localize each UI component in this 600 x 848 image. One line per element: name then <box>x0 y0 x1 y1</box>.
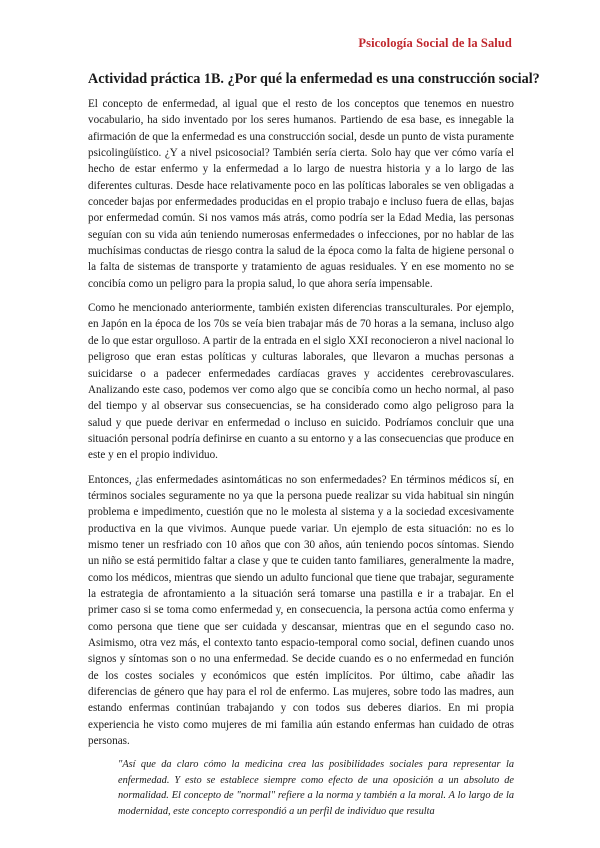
block-quote: "Así que da claro cómo la medicina crea las posibilidades sociales para representar la enfermedad. Y esto se establece siempre como efecto de una oposición a un absoluto de normalidad. El concepto de "normal" refiere a la norma y también a la moral. A lo largo de la modernidad, este concepto correspondió a un perfil de individuo que resulta <box>118 759 514 817</box>
paragraph-3: Entonces, ¿las enfermedades asintomáticas no son enfermedades? En términos médicos sí, en términos sociales seguramente no ya que la persona puede realizar su vida habitual sin ningún problema e impedimento, cuestión que no le molesta al sistema y a la sociedad excesivamente productiva en la que vivimos. Aunque puede variar. Un ejemplo de esta situación: no es lo mismo tener un resfriado con 10 años que con 30 años, aún teniendo pocos síntomas. Siendo un niño se está permitido faltar a clase y que te cuiden tanto familiares, generalmente la madre, como los médicos, mientras que siendo un adulto funcional que tiene que trabajar, seguramente la estrategia de afrontamiento a la situación será tomarse una pastilla e ir a trabajar. En el primer caso si se toma como enfermedad y, en consecuencia, la persona actúa como enferma y como persona que tiene que ser cuidada y descansar, mientras que en el segundo caso no. Asimismo, otra vez más, el contexto tanto espacio-temporal como social, definen cuando unos signos y síntomas son o no una enfermedad. Se decide cuando es o no enfermedad en función de los costes sociales y económicos que estén implícitos. Por último, cabe añadir las diferencias de género que hay para el rol de enfermo. Las mujeres, sobre todo las madres, aun estando enfermas continúan trabajando y con todos sus deberes diarios. En mi propia experiencia he visto como mujeres de mi familia aún estando enfermas han cuidado de otras personas. <box>88 473 514 748</box>
activity-label: Actividad práctica 1B. <box>88 71 224 87</box>
running-header: Psicología Social de la Salud <box>358 36 512 50</box>
paragraph-2: Como he mencionado anteriormente, también existen diferencias transculturales. Por ejemplo, en Japón en la época de los 70s se veía bien trabajar más de 70 horas a la semana, incluso algo de lo que estar orgulloso. A partir de la entrada en el siglo XXI reconocieron a nivel nacional lo peligroso que eran estas políticas y culturas laborales, que llevaron a muchas personas a suicidarse o a padecer enfermedades cardíacas graves y accidentes cerebrovasculares. Analizando este caso, podemos ver como algo que se concibía como un hecho normal, al paso del tiempo y al observar sus consecuencias, se ha considerado como algo peligroso para la salud y que puede derivar en enfermedad o incluso en suicido. Podríamos concluir que una situación personal podría definirse en cuanto a su entorno y a las consecuencias que produce en este y en el propio individuo. <box>88 302 514 462</box>
document-body <box>88 70 540 819</box>
paragraph-1: El concepto de enfermedad, al igual que el resto de los conceptos que tenemos en nuestro vocabulario, ha sido inventado por los seres humanos. Partiendo de esa base, es innegable la afirmación de que la enfermedad es una construcción social, desde un punto de vista puramente psicolingüístico. ¿Y a nivel psicosocial? También sería cierta. Solo hay que ver cómo varía el hecho de estar enfermo y la enfermedad a lo largo de nuestra historia y a lo largo de las diferentes culturas. Desde hace relativamente poco en las políticas laborales se ven obligadas a conceder bajas por enfermedades producidas en el propio trabajo e incluso fuera de ellas, bajas por enfermedad común. Si nos vamos más atrás, como podría ser la Edad Media, las personas seguían con su vida aún teniendo numerosas enfermedades o infecciones, por no hablar de las muchísimas conductas de riesgo contra la salud de la época como la falta de higiene personal o la falta de sistemas de transporte y tratamiento de aguas residuales. Y en ese momento no se concibía como un peligro para la propia salud, lo que ahora sería impensable. <box>88 98 514 290</box>
activity-title <box>88 70 540 88</box>
activity-question: ¿Por qué la enfermedad es una construcción social? <box>227 71 540 87</box>
